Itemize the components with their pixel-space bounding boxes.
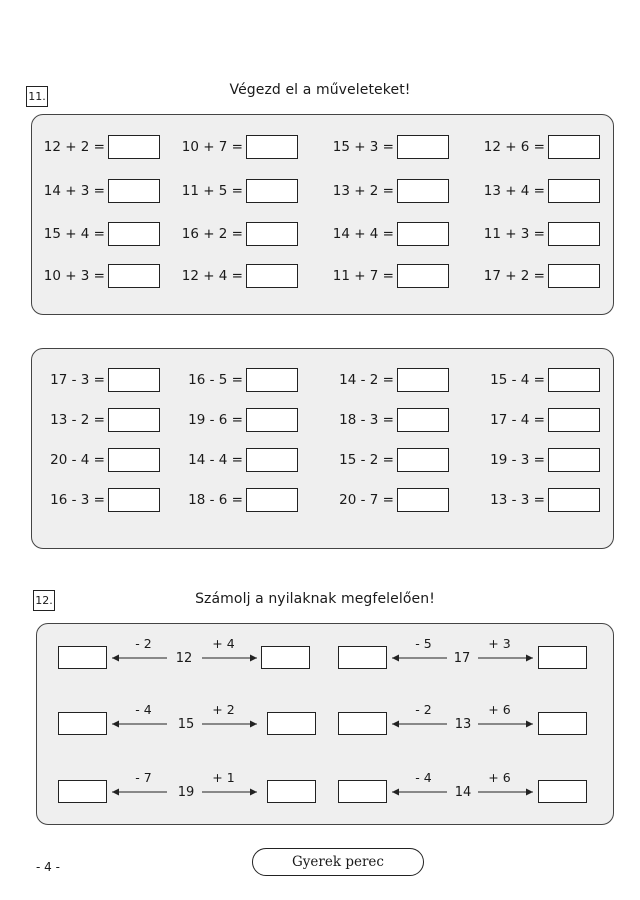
addition-expression: 11 + 5 =	[181, 183, 243, 199]
page-number: - 4 -	[36, 860, 60, 874]
addition-expression: 12 + 6 =	[483, 139, 545, 155]
arrow-left-icon	[392, 721, 399, 728]
arrow-right-icon	[526, 789, 533, 796]
right-operation-label: + 2	[212, 702, 235, 717]
task-11-number: 11.	[26, 86, 48, 107]
footer-label: Gyerek perec	[252, 848, 424, 876]
right-operation-label: + 6	[488, 770, 511, 785]
answer-box-right[interactable]	[538, 646, 587, 669]
answer-box-left[interactable]	[58, 646, 107, 669]
addition-expression: 11 + 7 =	[332, 268, 394, 284]
addition-expression: 12 + 4 =	[181, 268, 243, 284]
arrow-left-icon	[112, 789, 119, 796]
arrow-right-icon	[526, 721, 533, 728]
center-number: 12	[175, 651, 193, 666]
subtraction-expression: 19 - 3 =	[490, 452, 545, 468]
task-11-title: Végezd el a műveleteket!	[229, 82, 411, 98]
subtraction-expression: 20 - 7 =	[339, 492, 394, 508]
addition-expression: 15 + 4 =	[43, 226, 105, 242]
answer-box-left[interactable]	[338, 646, 387, 669]
answer-box-left[interactable]	[338, 712, 387, 735]
addition-expression: 14 + 3 =	[43, 183, 105, 199]
subtraction-expression: 16 - 5 =	[188, 372, 243, 388]
center-number: 15	[177, 717, 195, 732]
arrow-left-icon	[112, 721, 119, 728]
subtraction-expression: 18 - 6 =	[188, 492, 243, 508]
addition-expression: 17 + 2 =	[483, 268, 545, 284]
answer-box-right[interactable]	[261, 646, 310, 669]
answer-box-right[interactable]	[267, 780, 316, 803]
center-number: 17	[453, 651, 471, 666]
subtraction-expression: 20 - 4 =	[50, 452, 105, 468]
left-operation-label: - 2	[415, 702, 432, 717]
right-operation-label: + 3	[488, 636, 511, 651]
addition-expression: 11 + 3 =	[483, 226, 545, 242]
task-12-title: Számolj a nyilaknak megfelelően!	[195, 591, 435, 607]
answer-box-right[interactable]	[538, 780, 587, 803]
subtraction-expression: 15 - 2 =	[339, 452, 394, 468]
subtraction-expression: 18 - 3 =	[339, 412, 394, 428]
right-operation-label: + 4	[212, 636, 235, 651]
answer-box-left[interactable]	[58, 712, 107, 735]
answer-box-left[interactable]	[338, 780, 387, 803]
arrow-left-icon	[112, 655, 119, 662]
arrow-right-icon	[526, 655, 533, 662]
answer-box-right[interactable]	[267, 712, 316, 735]
subtraction-expression: 17 - 3 =	[50, 372, 105, 388]
addition-expression: 15 + 3 =	[332, 139, 394, 155]
left-operation-label: - 5	[415, 636, 432, 651]
subtraction-expression: 17 - 4 =	[490, 412, 545, 428]
subtraction-expression: 13 - 2 =	[50, 412, 105, 428]
arrow-left-icon	[392, 655, 399, 662]
addition-expression: 10 + 7 =	[181, 139, 243, 155]
task-12-number: 12.	[33, 590, 55, 611]
arrow-right-icon	[250, 655, 257, 662]
addition-expression: 16 + 2 =	[181, 226, 243, 242]
right-operation-label: + 6	[488, 702, 511, 717]
subtraction-expression: 14 - 4 =	[188, 452, 243, 468]
right-operation-label: + 1	[212, 770, 235, 785]
subtraction-expression: 19 - 6 =	[188, 412, 243, 428]
left-operation-label: - 4	[135, 702, 152, 717]
addition-expression: 12 + 2 =	[43, 139, 105, 155]
left-operation-label: - 4	[415, 770, 432, 785]
addition-expression: 13 + 4 =	[483, 183, 545, 199]
center-number: 14	[454, 785, 472, 800]
subtraction-expression: 15 - 4 =	[490, 372, 545, 388]
answer-box-right[interactable]	[538, 712, 587, 735]
addition-expression: 14 + 4 =	[332, 226, 394, 242]
arrow-right-icon	[250, 789, 257, 796]
arrow-left-icon	[392, 789, 399, 796]
answer-box-left[interactable]	[58, 780, 107, 803]
center-number: 19	[177, 785, 195, 800]
left-operation-label: - 2	[135, 636, 152, 651]
subtraction-expression: 13 - 3 =	[490, 492, 545, 508]
left-operation-label: - 7	[135, 770, 152, 785]
addition-expression: 13 + 2 =	[332, 183, 394, 199]
subtraction-expression: 16 - 3 =	[50, 492, 105, 508]
addition-expression: 10 + 3 =	[43, 268, 105, 284]
center-number: 13	[454, 717, 472, 732]
arrow-right-icon	[250, 721, 257, 728]
subtraction-expression: 14 - 2 =	[339, 372, 394, 388]
